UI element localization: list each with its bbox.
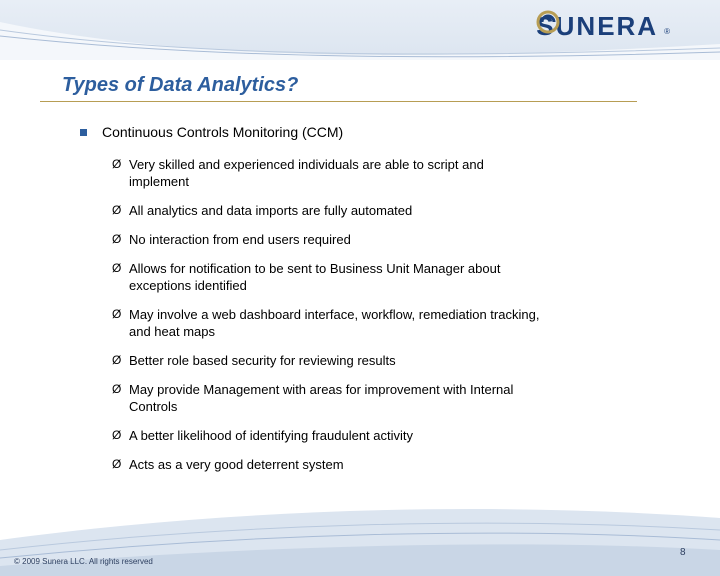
sub-bullet [112, 202, 612, 219]
sunera-logo [536, 10, 670, 42]
copyright-text: © 2009 Sunera LLC. All rights reserved [14, 557, 153, 566]
sunera-logo-icon [536, 10, 560, 34]
slide-title: Types of Data Analytics? [62, 74, 299, 96]
sub-bullet [112, 352, 612, 369]
sub-bullet-text: Acts as a very good deterrent system [129, 457, 344, 472]
arrow-bullet-icon: Ø [112, 203, 122, 217]
arrow-bullet-icon: Ø [112, 261, 122, 275]
sub-bullet [112, 306, 612, 340]
sub-bullet [112, 427, 612, 444]
title-rule [40, 101, 637, 102]
sub-bullet [112, 381, 612, 415]
arrow-bullet-icon: Ø [112, 382, 122, 396]
sub-bullet-text: May provide Management with areas for improvement with Internal Controls [129, 382, 514, 414]
square-bullet-icon [80, 129, 87, 136]
header-band [0, 0, 720, 60]
arrow-bullet-icon: Ø [112, 428, 122, 442]
main-bullet-text: Continuous Controls Monitoring (CCM) [102, 124, 344, 140]
sub-bullet [112, 456, 612, 473]
arrow-bullet-icon: Ø [112, 307, 122, 321]
sub-bullet [112, 156, 612, 190]
sub-bullet-text: Very skilled and experienced individuals are able to script and implement [129, 157, 484, 189]
sub-bullet [112, 260, 612, 294]
arrow-bullet-icon: Ø [112, 232, 122, 246]
sub-bullet-text: Allows for notification to be sent to Business Unit Manager about exceptions identified [129, 261, 501, 293]
arrow-bullet-icon: Ø [112, 457, 122, 471]
page-number: 8 [680, 547, 686, 558]
sub-bullet-text: A better likelihood of identifying fraudulent activity [129, 428, 414, 443]
sub-bullet-text: All analytics and data imports are fully automated [129, 203, 413, 218]
main-bullet [80, 124, 343, 140]
sub-bullet [112, 231, 612, 248]
sub-bullet-text: May involve a web dashboard interface, workflow, remediation tracking, and heat maps [129, 307, 540, 339]
logo-text: SUNERA [536, 10, 659, 41]
logo-registered-mark: ® [664, 27, 670, 36]
sub-bullet-text: No interaction from end users required [129, 232, 351, 247]
sub-bullet-text: Better role based security for reviewing results [129, 353, 396, 368]
arrow-bullet-icon: Ø [112, 353, 122, 367]
arrow-bullet-icon: Ø [112, 157, 122, 171]
sub-bullet-list [112, 156, 612, 473]
